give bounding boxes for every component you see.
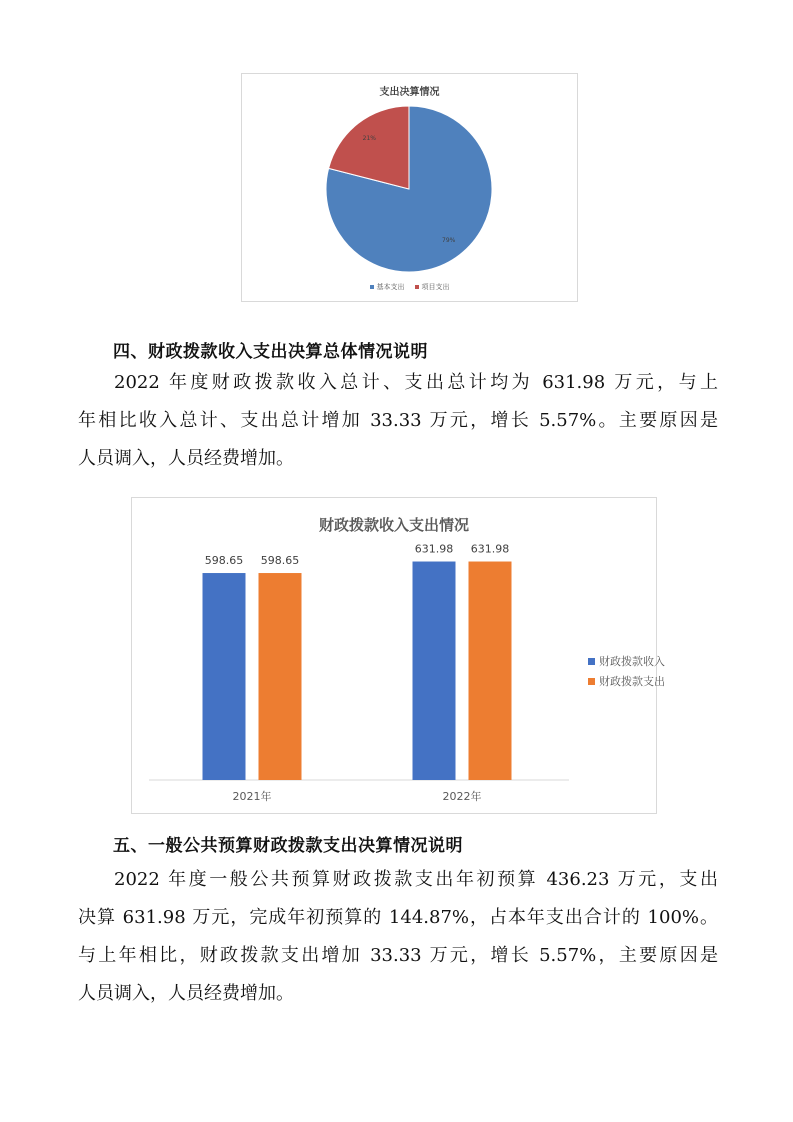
bar-data-label-expense-0: 598.65 bbox=[260, 554, 300, 568]
pie-legend-swatch-project bbox=[415, 285, 419, 289]
bar-chart-svg bbox=[132, 498, 656, 813]
section5-paragraph bbox=[78, 861, 718, 1013]
section4-line-1: 2022 年度财政拨款收入总计、支出总计均为 631.98 万元，与上 bbox=[114, 372, 718, 393]
section4-heading: 四、财政拨款收入支出决算总体情况说明 bbox=[113, 342, 428, 362]
section5-line-4: 人员调入，人员经费增加。 bbox=[78, 983, 294, 1004]
bar-x-tick-label-0: 2021年 bbox=[232, 790, 272, 803]
expenditure-pie-chart bbox=[241, 73, 578, 302]
pie-legend-swatch-basic bbox=[370, 285, 374, 289]
bar-chart-title: 财政拨款收入支出情况 bbox=[318, 516, 469, 534]
bar-legend-label-expense: 财政拨款支出 bbox=[599, 675, 665, 688]
bar-legend-item-income bbox=[588, 653, 665, 669]
pie-legend bbox=[242, 282, 577, 292]
bar-income-0 bbox=[203, 573, 246, 780]
bar-expense-0 bbox=[259, 573, 302, 780]
pie-chart-svg bbox=[242, 74, 577, 301]
bar-income-1 bbox=[413, 562, 456, 780]
bar-data-label-income-1: 631.98 bbox=[414, 542, 454, 556]
pie-legend-item-project bbox=[415, 282, 450, 292]
appropriation-bar-chart bbox=[131, 497, 665, 814]
section5-heading: 五、一般公共预算财政拨款支出决算情况说明 bbox=[113, 836, 463, 856]
section5-line-2: 决算 631.98 万元，完成年初预算的 144.87%，占本年支出合计的 100%。 bbox=[78, 907, 718, 928]
section4-paragraph bbox=[78, 364, 718, 478]
section4-line-2: 年相比收入总计、支出总计增加 33.33 万元，增长 5.57%。主要原因是 bbox=[78, 410, 718, 431]
bar-legend-item-expense bbox=[588, 673, 665, 689]
bar-legend-swatch-expense bbox=[588, 678, 595, 685]
bar-legend-swatch-income bbox=[588, 658, 595, 665]
section5-line-3: 与上年相比，财政拨款支出增加 33.33 万元，增长 5.57%，主要原因是 bbox=[78, 945, 718, 966]
section4-line-3: 人员调入，人员经费增加。 bbox=[78, 448, 294, 469]
pie-legend-item-basic bbox=[370, 282, 405, 292]
pie-data-label-basic: 79% bbox=[442, 237, 456, 245]
bar-x-tick-label-1: 2022年 bbox=[442, 790, 482, 803]
bar-legend-label-income: 财政拨款收入 bbox=[599, 655, 665, 668]
pie-legend-label-project: 项目支出 bbox=[421, 283, 450, 291]
pie-chart-title: 支出决算情况 bbox=[379, 87, 440, 98]
bar-data-label-expense-1: 631.98 bbox=[470, 542, 510, 556]
section5-line-1: 2022 年度一般公共预算财政拨款支出年初预算 436.23 万元，支出 bbox=[114, 869, 718, 890]
bar-expense-1 bbox=[469, 562, 512, 780]
pie-data-label-project: 21% bbox=[362, 134, 376, 142]
pie-legend-label-basic: 基本支出 bbox=[376, 283, 405, 291]
bar-legend bbox=[588, 653, 665, 689]
bar-data-label-income-0: 598.65 bbox=[204, 554, 244, 568]
